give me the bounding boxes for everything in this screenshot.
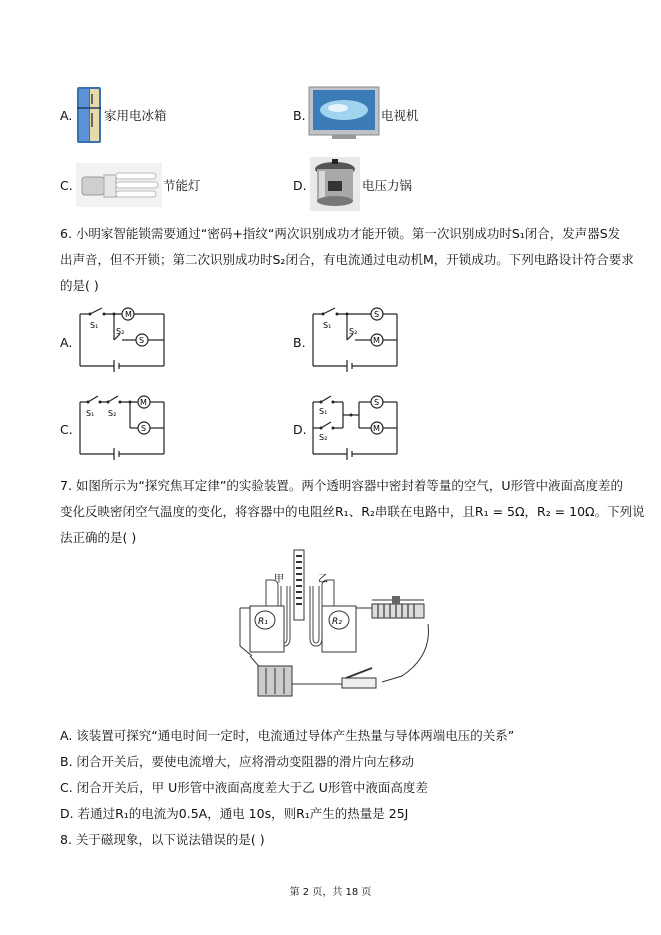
option-d-label: 电压力锅 xyxy=(362,178,413,193)
question-8-text: 8. 关于磁现象，以下说法错误的是( ) xyxy=(60,832,265,847)
s2-label: S₂ xyxy=(116,327,125,336)
sounder-label: S xyxy=(139,336,145,345)
question-6-line-2: 出声音，但不开锁；第二次识别成功时S₂闭合，有电流通过电动机M，开锁成功。下列电路设计符合要求 xyxy=(60,252,634,267)
motor-label: M xyxy=(140,398,147,407)
s1-label: S₁ xyxy=(319,407,328,416)
motor-label: M xyxy=(373,336,380,345)
q7-option-d: D. 若通过R₁的电流为0.5A，通电 10s，则R₁产生的热量是 25J xyxy=(60,806,409,821)
q7-option-c: C. 闭合开关后，甲 U形管中液面高度差大于乙 U形管中液面高度差 xyxy=(60,780,428,795)
option-b-label: 电视机 xyxy=(381,108,419,123)
q6-option-c-letter: C. xyxy=(60,422,73,437)
q6-circuit-a xyxy=(76,300,172,374)
question-7-text xyxy=(60,473,660,551)
option-c-letter: C. xyxy=(60,178,73,193)
question-7-options xyxy=(60,728,514,858)
question-6-line-3: 的是( ) xyxy=(60,278,99,293)
s2-label: S₂ xyxy=(319,433,328,442)
q6-option-d-letter: D. xyxy=(293,422,307,437)
q7-option-b: B. 闭合开关后，要使电流增大，应将滑动变阻器的滑片向左移动 xyxy=(60,754,415,769)
q6-option-b-letter: B. xyxy=(293,335,306,350)
s1-label: S₁ xyxy=(323,321,332,330)
sounder-label: S xyxy=(374,310,380,319)
refrigerator-image xyxy=(76,86,102,144)
sounder-label: S xyxy=(374,398,380,407)
jia-label: 甲 xyxy=(274,574,284,585)
q6-circuit-b xyxy=(309,300,405,374)
q7-option-a: A. 该装置可探究“通电时间一定时，电流通过导体产生热量与导体两端电压的关系” xyxy=(60,728,515,743)
r1-label: R₁ xyxy=(258,617,268,627)
question-7-line-2: 变化反映密闭空气温度的变化，将容器中的电阻丝R₁、R₂串联在电路中，且R₁ = 5Ω，R₂ = 10Ω。下列说 xyxy=(60,504,645,519)
energy-saving-lamp-image xyxy=(76,163,162,207)
r2-label: R₂ xyxy=(332,617,342,627)
option-d-letter: D. xyxy=(293,178,307,193)
motor-label: M xyxy=(373,424,380,433)
question-6-text xyxy=(60,221,660,299)
question-7-line-1: 7. 如图所示为“探究焦耳定律”的实验装置。两个透明容器中密封着等量的空气，U形管中液面高度差的 xyxy=(60,478,624,493)
question-7-line-3: 法正确的是( ) xyxy=(60,530,137,545)
joule-law-apparatus-figure xyxy=(232,546,442,706)
television-image xyxy=(308,86,380,140)
option-b-letter: B. xyxy=(293,108,306,123)
option-a-letter: A. xyxy=(60,108,73,123)
s1-label: S₁ xyxy=(86,409,95,418)
s1-label: S₁ xyxy=(90,321,99,330)
q6-option-a-letter: A. xyxy=(60,335,73,350)
yi-label: 乙 xyxy=(318,574,328,585)
motor-label: M xyxy=(125,310,132,319)
page-footer: 第 2 页，共 18 页 xyxy=(289,887,372,898)
s2-label: S₂ xyxy=(108,409,117,418)
pressure-cooker-image xyxy=(310,157,360,211)
sounder-label: S xyxy=(141,424,147,433)
option-c-label: 节能灯 xyxy=(163,178,201,193)
option-a-label: 家用电冰箱 xyxy=(104,108,167,123)
question-6-line-1: 6. 小明家智能锁需要通过“密码+指纹“两次识别成功才能开锁。第一次识别成功时S₁闭合，发声器S发 xyxy=(60,226,621,241)
q6-circuit-c xyxy=(76,388,172,462)
q6-circuit-d xyxy=(309,388,405,462)
s2-label: S₂ xyxy=(349,327,358,336)
